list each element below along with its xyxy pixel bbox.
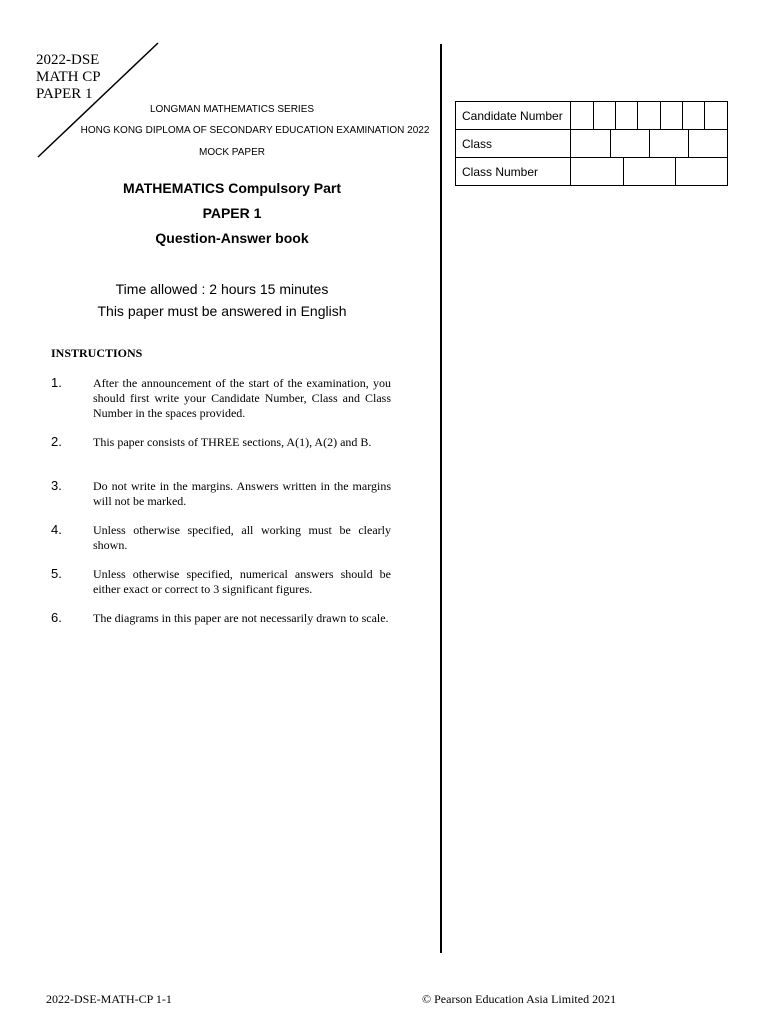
candidate-digit-box[interactable] (616, 102, 638, 129)
instruction-text: Unless otherwise specified, all working must be clearly shown. (93, 523, 391, 552)
language-note: This paper must be answered in English (97, 303, 347, 319)
instruction-text: After the announcement of the start of the examination, you should first write your Candidate Number, Class and Class Number in the spaces provided. (93, 376, 391, 420)
class-number-grid (571, 158, 727, 185)
paper-title: PAPER 1 (202, 205, 262, 221)
instruction-number: 5. (51, 566, 62, 581)
instruction-number: 2. (51, 434, 62, 449)
paper-code-block (36, 52, 101, 103)
footer-copyright: © Pearson Education Asia Limited 2021 (422, 992, 617, 1006)
paper-code-line: PAPER 1 (36, 86, 93, 102)
instruction-text: The diagrams in this paper are not necessarily drawn to scale. (93, 611, 389, 625)
candidate-digit-box[interactable] (638, 102, 660, 129)
instruction-item (51, 479, 391, 509)
class-box[interactable] (688, 130, 727, 157)
class-label: Class (456, 130, 571, 158)
candidate-digit-box[interactable] (705, 102, 727, 129)
candidate-digit-box[interactable] (593, 102, 615, 129)
candidate-info-table (455, 101, 728, 186)
instruction-number: 6. (51, 610, 62, 625)
class-number-box[interactable] (675, 158, 727, 185)
paper-code-line: MATH CP (36, 69, 101, 85)
instruction-text: This paper consists of THREE sections, A(1), A(2) and B. (93, 435, 372, 449)
class-box[interactable] (610, 130, 649, 157)
candidate-number-row (456, 102, 728, 130)
instruction-item (51, 376, 391, 421)
instruction-number: 4. (51, 522, 62, 537)
candidate-number-grid (571, 102, 727, 129)
class-number-box[interactable] (571, 158, 623, 185)
candidate-digit-box[interactable] (682, 102, 704, 129)
candidate-number-label: Candidate Number (456, 102, 571, 130)
time-allowed: Time allowed : 2 hours 15 minutes (115, 281, 329, 297)
candidate-number-boxes (571, 102, 728, 130)
class-grid (571, 130, 727, 157)
series-title: LONGMAN MATHEMATICS SERIES (149, 104, 315, 115)
instruction-text: Do not write in the margins. Answers written in the margins will not be marked. (93, 479, 391, 508)
class-box[interactable] (649, 130, 688, 157)
instruction-item (51, 611, 391, 626)
exam-title: HONG KONG DIPLOMA OF SECONDARY EDUCATION EXAMINATION 2022 (80, 125, 430, 136)
instruction-number: 1. (51, 375, 62, 390)
instructions-heading: INSTRUCTIONS (51, 346, 143, 360)
class-boxes (571, 130, 728, 158)
class-number-row (456, 158, 728, 186)
instruction-item (51, 435, 391, 450)
paper-code-line: 2022-DSE (36, 52, 100, 68)
candidate-digit-box[interactable] (660, 102, 682, 129)
mock-paper-label: MOCK PAPER (199, 147, 265, 158)
instruction-text: Unless otherwise specified, numerical answers should be either exact or correct to 3 significant figures. (93, 567, 391, 596)
candidate-digit-box[interactable] (571, 102, 593, 129)
subject-title: MATHEMATICS Compulsory Part (122, 180, 342, 196)
instruction-item (51, 523, 391, 553)
book-title: Question-Answer book (155, 230, 309, 246)
column-divider (440, 44, 442, 953)
class-number-label: Class Number (456, 158, 571, 186)
class-number-boxes (571, 158, 728, 186)
instruction-number: 3. (51, 478, 62, 493)
class-box[interactable] (571, 130, 610, 157)
class-number-box[interactable] (623, 158, 675, 185)
instruction-item (51, 567, 391, 597)
class-row (456, 130, 728, 158)
footer-paper-code: 2022-DSE-MATH-CP 1-1 (46, 992, 172, 1006)
